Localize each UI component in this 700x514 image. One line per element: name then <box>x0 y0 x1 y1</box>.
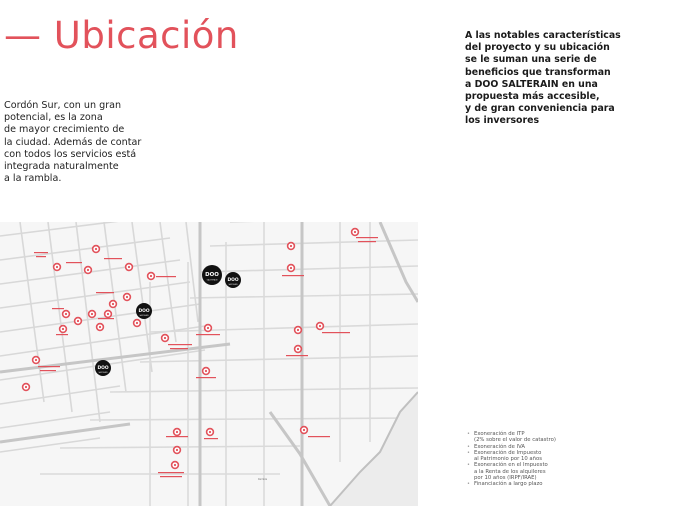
poi-marker <box>110 301 117 308</box>
benefits-line: beneficios que transforman <box>465 66 611 78</box>
doo-marker-sublabel: SALTERAIN <box>228 283 238 286</box>
doo-marker-sublabel: SALTERAIN <box>139 314 149 317</box>
poi-marker <box>295 327 302 334</box>
benefit-line: a la Renta de los alquileres <box>474 468 546 475</box>
benefits-line: del proyecto y su ubicación <box>465 42 610 54</box>
benefit-line: (2% sobre el valor de catastro) <box>474 437 556 444</box>
intro-line: con todos los servicios está <box>4 148 137 160</box>
poi-marker <box>105 311 112 318</box>
benefits-line: propuesta más accesible, <box>465 91 600 103</box>
doo-marker-sublabel: SALTERAIN <box>206 279 218 282</box>
intro-line: potencial, es la zona <box>4 112 103 124</box>
poi-marker <box>97 324 104 331</box>
benefits-line: A las notables características <box>465 30 621 41</box>
intro-line: a la rambla. <box>4 173 62 185</box>
doo-marker-3 <box>136 303 152 319</box>
poi-marker <box>288 243 295 250</box>
benefits-line: los inversores <box>465 115 540 127</box>
doo-marker-label: DOO <box>138 309 150 314</box>
intro-line: integrada naturalmente <box>4 161 119 173</box>
benefit-line: por 10 años (IRPF/IRAE) <box>474 475 537 482</box>
benefit-item <box>467 462 607 481</box>
benefit-line: • Exoneración en el Impuesto <box>474 462 548 469</box>
doo-marker-label: DOO <box>227 278 239 283</box>
benefit-line: • Exoneración de Impuesto <box>474 449 542 456</box>
poi-marker <box>23 384 30 391</box>
street-label: Rambla <box>258 478 268 481</box>
poi-marker <box>134 320 141 327</box>
page-title: — Ubicación <box>4 14 239 57</box>
benefits-list <box>467 431 607 488</box>
doo-marker-2 <box>225 272 241 288</box>
poi-marker <box>174 447 181 454</box>
benefits-line: se le suman una serie de <box>465 54 597 66</box>
benefit-item <box>467 431 607 444</box>
benefit-item <box>467 481 607 487</box>
location-map <box>0 222 418 506</box>
intro-line: de mayor crecimiento de <box>4 124 125 136</box>
doo-marker-label: DOO <box>205 272 219 278</box>
benefit-line: • Exoneración de ITP <box>474 431 525 437</box>
intro-line: Cordón Sur, con un gran <box>4 100 122 111</box>
benefit-line: • Financiación a largo plazo <box>474 481 543 488</box>
intro-paragraph <box>4 100 204 185</box>
benefit-item <box>467 450 607 463</box>
benefits-line: y de gran conveniencia para <box>465 103 615 115</box>
benefit-line: • Exoneración de IVA <box>474 443 526 450</box>
poi-marker <box>75 318 82 325</box>
intro-line: la ciudad. Además de contar <box>4 136 142 148</box>
map-canvas <box>0 222 418 506</box>
doo-marker-1 <box>202 265 222 285</box>
doo-marker-4 <box>95 360 111 376</box>
benefit-line: al Patrimonio por 10 años <box>474 456 542 463</box>
doo-marker-sublabel: SALTERAIN <box>98 371 108 374</box>
benefits-line: a DOO SALTERAIN en una <box>465 78 598 90</box>
benefits-paragraph <box>465 30 685 128</box>
poi-marker <box>54 264 61 271</box>
doo-marker-label: DOO <box>97 366 109 371</box>
